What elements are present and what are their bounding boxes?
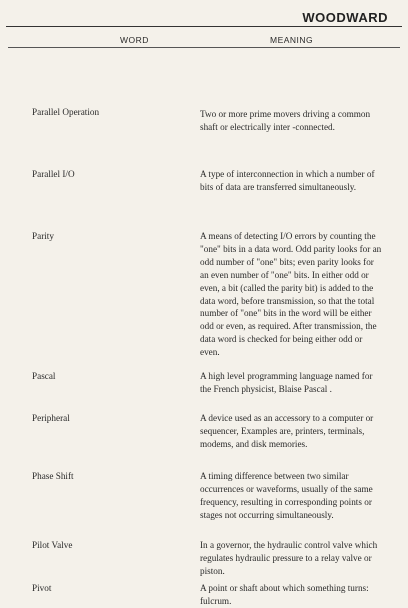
- glossary-meaning: A device used as an accessory to a computer or sequencer, Examples are, printers, terminals, modems, and disk memories.: [200, 413, 374, 449]
- glossary-meaning: A type of interconnection in which a number of bits of data are transferred simultaneously.: [200, 169, 375, 192]
- header-rule: [8, 47, 400, 48]
- glossary-term: Pilot Valve: [32, 540, 73, 550]
- glossary-term: Phase Shift: [32, 471, 74, 481]
- glossary-meaning: In a governor, the hydraulic control valve which regulates hydraulic pressure to a relay valve or piston.: [200, 540, 378, 576]
- glossary-term: Parallel I/O: [32, 169, 75, 179]
- top-rule: [6, 26, 402, 27]
- glossary-term: Peripheral: [32, 413, 70, 423]
- glossary-meaning: A means of detecting I/O errors by counting the "one" bits in a data word. Odd parity looks for an odd number of "one" bits; even parity looks for an even number of "one" bits. In either odd or even, a bit (called the parity bit) is added to the data word, before transmission, so that the total number of "one" bits in the word will be either odd or even, as required. After transmission, the data word is checked for being either odd or even.: [200, 231, 382, 358]
- glossary-term: Pivot: [32, 583, 52, 593]
- word-column-header: WORD: [120, 35, 149, 45]
- glossary-meaning: A point or shaft about which something turns: fulcrum.: [200, 583, 369, 606]
- glossary-term: Pascal: [32, 371, 56, 381]
- glossary-term: Parity: [32, 231, 54, 241]
- glossary-meaning: A high level programming language named for the French physicist, Blaise Pascal .: [200, 371, 373, 394]
- meaning-column-header: MEANING: [270, 35, 314, 45]
- glossary-meaning: A timing difference between two similar occurrences or waveforms, usually of the same frequency, resulting in corresponding points or stages not occurring simultaneously.: [200, 471, 373, 520]
- glossary-meaning: Two or more prime movers driving a common shaft or electrically inter -connected.: [200, 109, 371, 132]
- glossary-term: Parallel Operation: [32, 107, 100, 117]
- brand-logo: WOODWARD: [302, 10, 388, 25]
